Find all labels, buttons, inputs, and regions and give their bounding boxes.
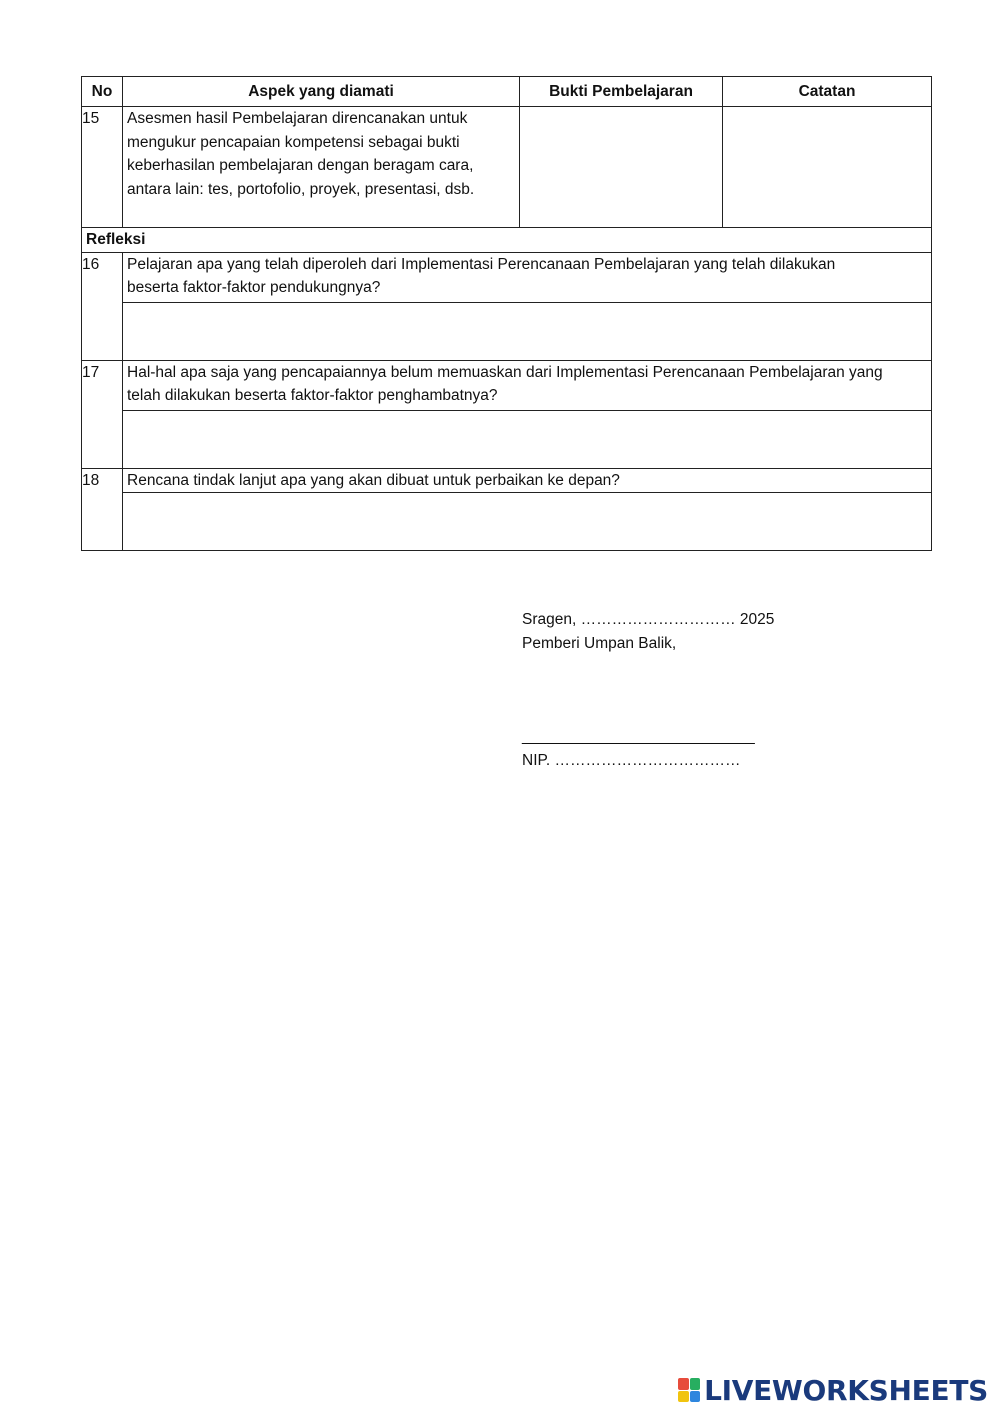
answer-row-16: [82, 302, 932, 360]
brand-name: LIVEWORKSHEETS: [704, 1373, 988, 1407]
signer-role: Pemberi Umpan Balik,: [522, 634, 677, 652]
text-line: keberhasilan pembelajaran dengan beragam cara,: [127, 157, 474, 174]
table-header-row: [82, 77, 932, 107]
signature-block: [522, 608, 774, 772]
header-bukti: Bukti Pembelajaran: [520, 77, 723, 107]
text-line: Hal-hal apa saja yang pencapaiannya belum memuaskan dari Implementasi Perencanaan Pembelajaran yang: [127, 363, 883, 381]
observation-table: [81, 76, 932, 551]
liveworksheets-watermark: [678, 1374, 988, 1406]
answer-cell[interactable]: [123, 302, 932, 360]
answer-row-18: [82, 493, 932, 551]
question-text: [123, 468, 932, 493]
table-row-17: [82, 360, 932, 410]
header-no: No: [82, 77, 123, 107]
place-date: Sragen, ………………………… 2025: [522, 611, 775, 628]
text-line: Rencana tindak lanjut apa yang akan dibuat untuk perbaikan ke depan?: [127, 471, 620, 489]
nip-field: NIP. ………………………………: [522, 751, 741, 769]
section-title: Refleksi: [82, 228, 932, 253]
row-number: 15: [82, 107, 123, 228]
table-row-15: [82, 107, 932, 228]
row-number: 17: [82, 360, 123, 468]
question-text: [123, 360, 932, 410]
table-row-18: [82, 468, 932, 493]
bukti-cell[interactable]: [520, 107, 723, 228]
answer-cell[interactable]: [123, 410, 932, 468]
aspek-text: [123, 107, 520, 228]
text-line: beserta faktor-faktor pendukungnya?: [127, 279, 381, 296]
text-line: mengukur pencapaian kompetensi sebagai bukti: [127, 133, 460, 151]
catatan-cell[interactable]: [723, 107, 932, 228]
text-line: telah dilakukan beserta faktor-faktor penghambatnya?: [127, 387, 498, 404]
text-line: antara lain: tes, portofolio, proyek, presentasi, dsb.: [127, 180, 475, 198]
row-number: 16: [82, 252, 123, 360]
header-aspek: Aspek yang diamati: [123, 77, 520, 107]
text-line: Pelajaran apa yang telah diperoleh dari Implementasi Perencanaan Pembelajaran yang telah dilakukan: [127, 255, 836, 273]
text-line: Asesmen hasil Pembelajaran direncanakan untuk: [127, 110, 468, 127]
answer-cell[interactable]: [123, 493, 932, 551]
question-text: [123, 252, 932, 302]
signature-line: ___________________________: [522, 728, 755, 745]
table-row-16: [82, 252, 932, 302]
row-number: 18: [82, 468, 123, 551]
answer-row-17: [82, 410, 932, 468]
header-catatan: Catatan: [723, 77, 932, 107]
liveworksheets-logo-icon: [678, 1378, 700, 1402]
section-refleksi-row: [82, 228, 932, 253]
